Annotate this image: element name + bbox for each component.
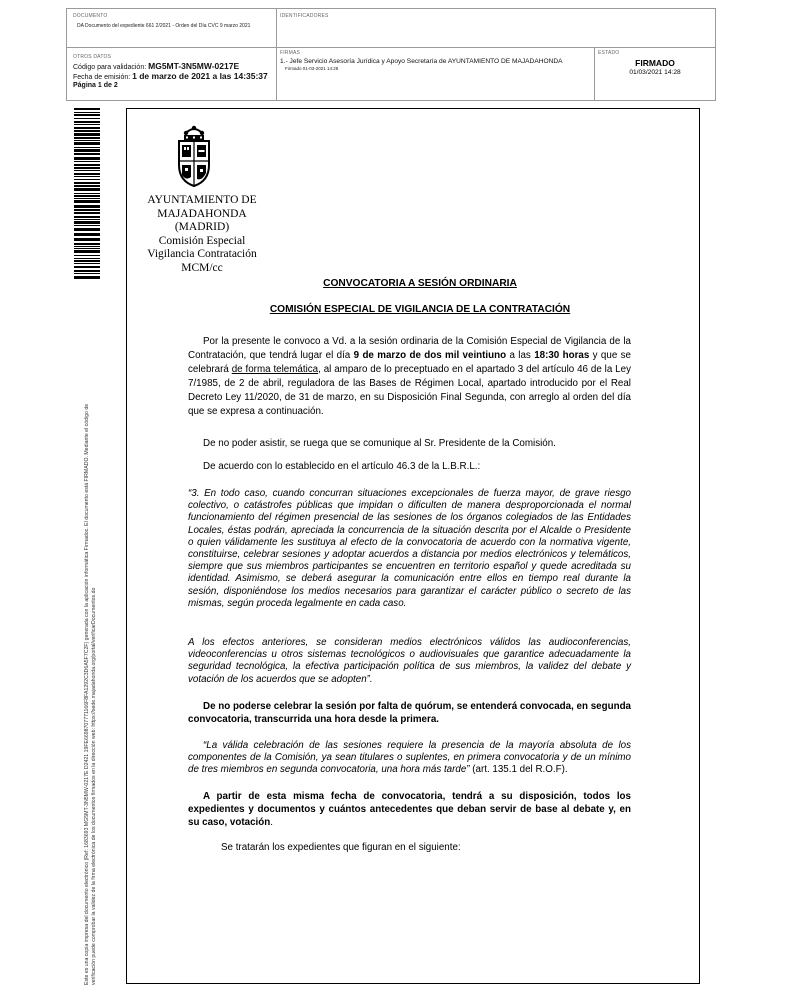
header-divider — [67, 47, 715, 48]
signature-date: Firmado 01-03-2021 14:28 — [285, 66, 339, 71]
barcode-bar — [74, 185, 100, 187]
validation-code-value: MG5MT-3N5MW-0217E — [148, 61, 240, 71]
barcode-bar — [74, 228, 100, 231]
barcode-bar — [74, 140, 100, 141]
text-run: “La válida celebración de las sesiones requiere la presencia de la mayoría absoluta de los componentes de la Comisión, ya sean titulares o suplentes, en primera convocatoria y de un mínimo de tres miembros en segunda convocatoria, una hora más tarde” — [188, 740, 631, 776]
barcode-bar — [74, 182, 100, 184]
barcode-bar — [74, 118, 100, 119]
issue-date-label: Fecha de emisión: — [73, 74, 131, 81]
barcode-bar — [74, 170, 100, 171]
barcode-bar — [74, 246, 100, 247]
barcode-bar — [74, 255, 100, 256]
barcode-bar — [74, 121, 100, 123]
text-run: (art. 135.1 del R.O.F). — [469, 764, 568, 776]
barcode-bar — [74, 147, 100, 148]
barcode-bar — [74, 112, 100, 113]
barcode-bar — [74, 248, 100, 249]
coat-of-arms-icon — [174, 123, 214, 189]
status-value: FIRMADO — [635, 58, 675, 68]
session-time: 18:30 horas — [534, 349, 590, 361]
text-run: a las — [506, 349, 535, 361]
barcode-bar — [74, 157, 100, 160]
firmas-label: FIRMAS — [280, 50, 301, 56]
header-divider — [276, 47, 277, 101]
org-line: Comisión Especial — [158, 234, 246, 247]
barcode-bar — [74, 153, 100, 155]
barcode-bar — [74, 198, 100, 199]
signature-entry: 1.- Jefe Servicio Asesoría Jurídica y Apoyo Secretaría de AYUNTAMIENTO DE MAJADAHONDA — [280, 58, 563, 65]
agenda-intro: Se tratarán los expedientes que figuran en el siguiente: — [221, 842, 461, 853]
issue-date-value: 1 de marzo de 2021 a las 14:35:37 — [132, 71, 268, 81]
text-run: , al amparo de lo preceptuado en el apartado 3 del artículo 46 de la Ley 7/1985, de 2 de abril, reguladora de las Bases de Régimen Local, apartado introducido por el Real Decreto Ley 11/2020, de 31 de marzo, en su Disposición Final Segunda, con arreglo al orden del día que se expresa a continuación. — [188, 363, 631, 417]
barcode-bar — [74, 130, 100, 132]
barcode-bar — [74, 209, 100, 211]
barcode-bar — [74, 219, 100, 220]
organization-block — [130, 194, 274, 276]
barcode-bar — [74, 149, 100, 152]
session-mode: de forma telemática — [231, 363, 319, 375]
barcode-bar — [74, 188, 100, 191]
document-subtitle: COMISIÓN ESPECIAL DE VIGILANCIA DE LA CONTRATACIÓN — [269, 304, 571, 315]
barcode-bar — [74, 108, 100, 110]
barcode-bar — [74, 273, 100, 274]
page-number: Página 1 de 2 — [73, 82, 118, 89]
legal-reference-paragraph: De acuerdo con lo establecido en el artículo 46.3 de la L.B.R.L.: — [203, 461, 481, 472]
barcode-bar — [74, 221, 100, 224]
text-run: A partir de esta misma fecha de convocatoria, tendrá a su disposición, todos los expedientes y documentos y cuántos antecedentes que deban servir de base al debate y, en su caso, votación — [188, 791, 631, 828]
text-run: Por la presente le convoco a Vd. a la sesión ordinaria de la Comisión Especial de Vigilancia de la Contratación, que tendrá lugar el día — [188, 336, 631, 361]
barcode-bar — [74, 238, 100, 241]
side-validation-text: verificación puede comprobar la validez de la firma electrónica de los documentos firmados en la dirección web: https://sede.majadahonda.org/portal/verificarDocumentos.do — [91, 587, 97, 985]
barcode-bar — [74, 250, 100, 253]
barcode-bar — [74, 167, 100, 169]
header-divider — [276, 9, 277, 47]
quorum-paragraph: De no poderse celebrar la sesión por falta de quórum, se entenderá convocada, en segunda convocatoria, transcurrida una hora desde la primera. — [188, 701, 631, 725]
barcode-bar — [74, 260, 100, 262]
barcode-bar — [74, 276, 100, 279]
barcode-bar — [74, 164, 100, 166]
legal-quote-1: “3. En todo caso, cuando concurran situaciones excepcionales de fuerza mayor, de grave riesgo colectivo, o catástrofes públicas que impidan o dificulten de manera desproporcionada el normal funcionamiento del régimen presencial de las sesiones de los órganos colegiados de las Entidades Locales, éstas podrán, apreciada la concurrencia de la situación descrita por el Alcalde o Presidente o quien válidamente les sustituya al efecto de la convocatoria de acuerdo con la normativa vigente, constituirse, celebrar sesiones y adoptar acuerdos a distancia por medios electrónicos y telemáticos, siempre que sus miembros participantes se encuentren en territorio español y quede acreditada su identidad. Asimismo, se deberá asegurar la comunicación entre ellos en tiempo real durante la sesión, disponiéndose los medios necesarios para garantizar el carácter público o secreto de las mismas, según proceda legalmente en cada caso. — [188, 488, 631, 609]
org-line: AYUNTAMIENTO DE — [147, 194, 257, 206]
barcode-bar — [74, 233, 100, 236]
barcode-bar — [74, 127, 100, 129]
barcode-bar — [74, 142, 100, 145]
rof-quote — [188, 740, 631, 777]
legal-quote-2: A los efectos anteriores, se consideran medios electrónicos válidos las audioconferencias, videoconferencias u otros sistemas tecnológicos o audiovisuales que garantice adecuadamente la seguridad tecnológica, la efectiva participación política de sus miembros, la validez del debate y votación de los acuerdos que se adopten”. — [188, 637, 631, 685]
convocation-paragraph — [188, 335, 631, 418]
text-run: y que se celebrará — [188, 349, 631, 375]
org-line: MCM/cc — [181, 261, 223, 274]
status-date: 01/03/2021 14:28 — [629, 69, 681, 76]
barcode-bar — [74, 266, 100, 268]
documento-value: DA Documento del expediente 661 2/2021 - Orden del Día CVC 9 marzo 2021 — [77, 23, 251, 29]
org-line: MAJADAHONDA — [157, 207, 247, 220]
org-line: (MADRID) — [174, 221, 230, 234]
validation-code-label: Código para validación: — [73, 64, 147, 71]
documento-label: DOCUMENTO — [73, 13, 108, 19]
barcode-bar — [74, 161, 100, 162]
barcode-bar — [74, 205, 100, 208]
barcode-bar — [74, 212, 100, 214]
estado-label: ESTADO — [598, 50, 620, 56]
side-validation-text: Este es una copia impresa del documento electrónico (Ref: 1683693 MG5MT-3N5MW-0217E D2421 19FE6698707771166F8FA1292C3D6A5F7C2F) generada con la aplicación informática Firmadoc. El documento está FIRMADO. Mediante el código de — [84, 403, 90, 985]
barcode-bar — [74, 193, 100, 194]
text-run: . — [270, 817, 273, 828]
barcode-bar — [74, 114, 100, 116]
barcode-bar — [74, 133, 100, 136]
document-title: CONVOCATORIA A SESIÓN ORDINARIA — [323, 278, 517, 289]
barcode-bar — [74, 195, 100, 197]
documents-availability-paragraph — [188, 790, 631, 829]
absence-paragraph: De no poder asistir, se ruega que se comunique al Sr. Presidente de la Comisión. — [203, 438, 556, 449]
org-line: Vigilancia Contratación — [147, 248, 257, 261]
barcode-bar — [74, 179, 100, 180]
barcode-bar — [74, 216, 100, 218]
session-date: 9 de marzo de dos mil veintiuno — [353, 349, 507, 361]
barcode — [74, 108, 100, 280]
barcode-bar — [74, 124, 100, 125]
barcode-bar — [74, 243, 100, 245]
barcode-bar — [74, 200, 100, 203]
barcode-bar — [74, 225, 100, 226]
barcode-bar — [74, 176, 100, 177]
barcode-bar — [74, 263, 100, 264]
barcode-bar — [74, 173, 100, 175]
document-header-table — [66, 8, 716, 101]
otros-datos-label: OTROS DATOS — [73, 54, 112, 60]
identificadores-label: IDENTIFICADORES — [280, 13, 329, 19]
barcode-bar — [74, 270, 100, 272]
barcode-bar — [74, 137, 100, 139]
barcode-bar — [74, 258, 100, 259]
